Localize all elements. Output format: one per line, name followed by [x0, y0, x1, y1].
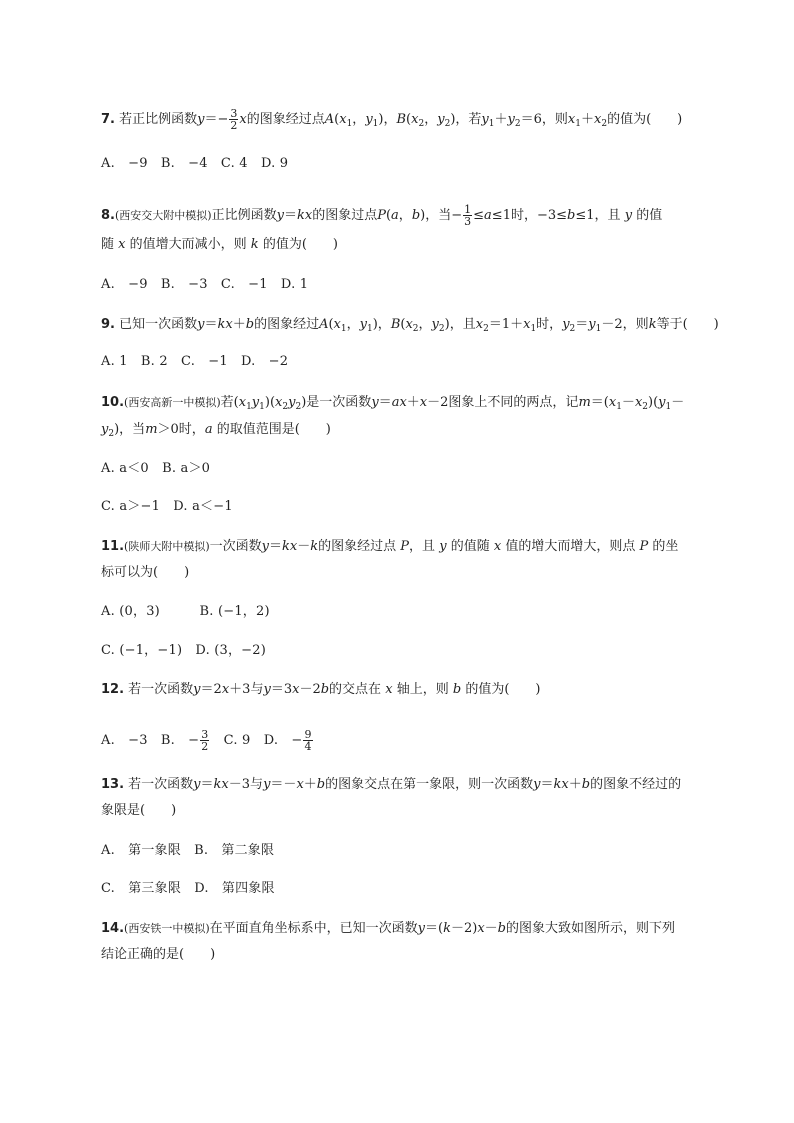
- question-source: (陕师大附中模拟): [124, 540, 210, 553]
- question-number: 12.: [101, 682, 125, 697]
- question-number: 8.: [101, 208, 115, 223]
- question-13-options-2: C. 第三象限 D. 第四象限: [101, 881, 275, 896]
- question-12-options: A. −3 B. − $\frac{3}{2}$ C. 9 D. − $\frac{9}{4}$: [101, 728, 312, 753]
- question-number: 11.: [101, 539, 125, 554]
- question-source: (西安铁一中模拟): [124, 922, 210, 935]
- question-13-options-1: A. 第一象限 B. 第二象限: [101, 843, 275, 858]
- question-8-line2: 随 x 的值增大而减小，则 k 的值为( ): [101, 237, 338, 252]
- question-14-line2: 结论正确的是( ): [101, 947, 216, 962]
- question-11-options-1: A. (0，3) B. (−1，2): [101, 604, 270, 619]
- question-7: 7. 若正比例函数y＝− $\frac{3}{2}$ x的图象经过点$A(x_1$，$y_1$)，$B(x_2$，$y_2$)，若$y_1+y_2=6$，则$x_1+x_2$的值为( ): [101, 107, 683, 132]
- question-10-line2: $y_2$)，当m＞0时，a 的取值范围是( ): [101, 422, 331, 439]
- fraction: $\frac{9}{4}$: [304, 728, 312, 753]
- question-source: (西安交大附中模拟): [114, 209, 212, 222]
- question-9: 9. 已知一次函数y＝kx＋b的图象经过$A(x_1$，$y_1$)，$B(x_2$，$y_2$)，且$x_2=1+x_1$时，$y_2=y_1-2$，则k等于( ): [101, 317, 719, 334]
- question-7-options: A. −9 B. −4 C. 4 D. 9: [101, 156, 289, 171]
- question-number: 7.: [101, 112, 115, 127]
- question-8: 8.(西安交大附中模拟)正比例函数y＝kx的图象过点P(a，b)，当− $\frac{1}{3}$ ≤a≤1时，−3≤b≤1，且 y 的值: [101, 203, 663, 228]
- question-number: 13.: [101, 777, 125, 792]
- question-9-options: A. 1 B. 2 C. −1 D. −2: [101, 354, 289, 369]
- question-11: 11.(陕师大附中模拟)一次函数y＝kx－k的图象经过点 P，且 y 的值随 x 值的增大而增大，则点 P 的坐: [101, 539, 679, 554]
- question-number: 9.: [101, 317, 115, 332]
- fraction: $\frac{3}{2}$: [230, 107, 238, 132]
- question-number: 14.: [101, 921, 125, 936]
- fraction: $\frac{3}{2}$: [201, 728, 209, 753]
- question-13: 13. 若一次函数y＝kx－3与y＝－x＋b的图象交点在第一象限，则一次函数y＝kx＋b的图象不经过的: [101, 777, 682, 792]
- question-10: 10.(西安高新一中模拟)若$(x_1y_1)(x_2y_2)$是一次函数y＝ax＋x－2图象上不同的两点，记$m=(x_1-x_2)(y_1-$: [101, 395, 685, 412]
- question-14: 14.(西安铁一中模拟)在平面直角坐标系中，已知一次函数y＝(k－2)x－b的图象大致如图所示，则下列: [101, 921, 676, 936]
- question-8-options: A. −9 B. −3 C. −1 D. 1: [101, 277, 309, 292]
- question-12: 12. 若一次函数y＝2x＋3与y＝3x－2b的交点在 x 轴上，则 b 的值为( ): [101, 682, 541, 697]
- question-11-options-2: C. (−1，−1) D. (3，−2): [101, 643, 267, 658]
- question-11-line2: 标可以为( ): [101, 565, 190, 580]
- question-10-options-2: C. a＞−1 D. a＜−1: [101, 499, 233, 514]
- fraction: $\frac{1}{3}$: [464, 203, 472, 228]
- question-source: (西安高新一中模拟): [124, 396, 221, 409]
- question-13-line2: 象限是( ): [101, 803, 177, 818]
- question-10-options-1: A. a＜0 B. a＞0: [101, 461, 211, 476]
- question-number: 10.: [101, 395, 125, 410]
